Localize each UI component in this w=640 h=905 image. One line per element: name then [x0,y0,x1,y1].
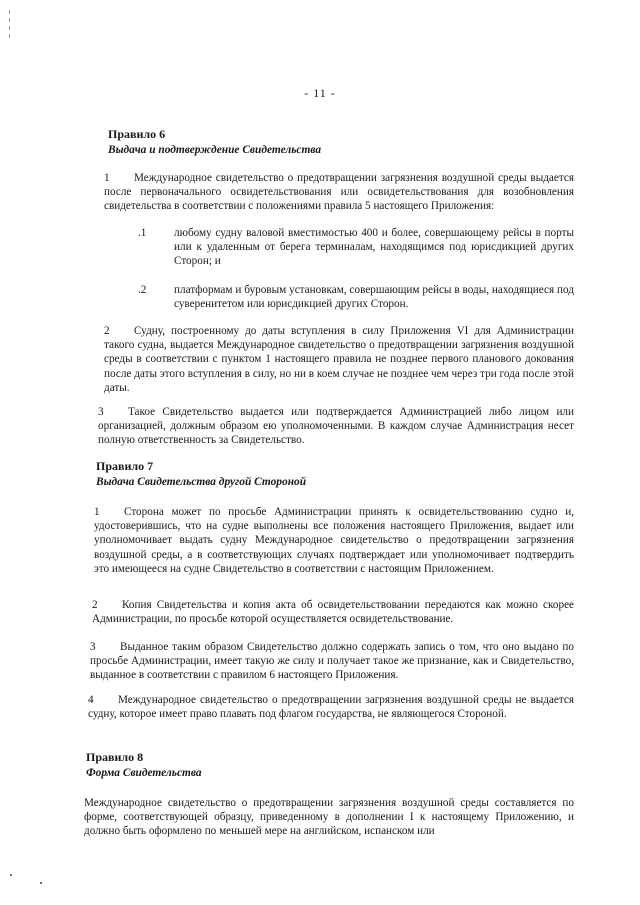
page-number: - 11 - [304,86,336,100]
rule6-subtitle: Выдача и подтверждение Свидетельства [108,144,322,156]
paragraph-text: Международное свидетельство о предотвращении загрязнения воздушной среды составляется по форме, соответствующей образцу, приведенному в дополнении I к настоящему Приложению, и должно быть оформлено по меньшей мере на английском, испанском или [84,797,574,838]
rule7-title: Правило 7 [96,459,154,473]
rule6-item-2 [138,283,574,313]
paragraph-text: Сторона может по просьбе Администрации принять к освидетельствованию судно и, удостоверившись, что на судне выполнены все положения настоящего Приложения, выдает или уполномочивает выдать судну Международное свидетельство о предотвращении загрязнения воздушной среды, а в соответствующих случаях подтверждает или уполномочивает подтвердить это имеющееся на судне Свидетельство в соответствии с настоящим Приложением. [94,506,574,575]
paragraph-text: Судну, построенному до даты вступления в силу Приложения VI для Администрации такого судна, выдается Международное свидетельство о предотвращении загрязнения воздушной среды в соответствии с пунктом 1 настоящего правила не позднее первого планового докования после даты этого вступления в силу, но ни в коем случае не позднее чем через три года после этой даты. [104,325,574,394]
rule7-paragraph-2 [92,598,574,626]
item-text: платформам и буровым установкам, совершающим рейсы в воды, находящиеся под суверенитетом или юрисдикцией других Сторон. [174,284,574,311]
scan-mark [9,18,10,22]
rule7-paragraph-1 [94,505,574,576]
scan-mark [9,10,10,14]
rule8-paragraph-1 [84,796,574,839]
paragraph-number: 3 [98,406,104,418]
rule6-paragraph-3 [98,405,574,448]
rule7-paragraph-3 [90,640,574,683]
item-number: .1 [138,227,147,239]
scan-mark [9,34,10,38]
scan-speck [40,882,42,884]
paragraph-number: 4 [88,694,94,706]
rule7-subtitle: Выдача Свидетельства другой Стороной [96,476,307,488]
paragraph-number: 1 [104,172,110,184]
rule6-paragraph-1 [104,171,574,214]
paragraph-text: Копия Свидетельства и копия акта об освидетельствовании передаются как можно скорее Администрации, по просьбе которой осуществляется освидетельствование. [92,599,574,626]
scan-speck [10,874,12,876]
paragraph-number: 1 [94,506,100,518]
rule8-subtitle: Форма Свидетельства [86,767,202,779]
item-number: .2 [138,284,147,296]
scan-mark [9,26,10,30]
paragraph-number: 2 [104,325,110,337]
paragraph-number: 3 [90,641,96,653]
rule6-title: Правило 6 [108,127,166,141]
paragraph-number: 2 [92,599,98,611]
paragraph-text: Такое Свидетельство выдается или подтверждается Администрацией либо лицом или организацией, должным образом ею уполномоченными. В каждом случае Администрация несет полную ответственность за Свидетельство. [98,406,574,447]
rule6-paragraph-2 [104,324,574,395]
paragraph-text: Международное свидетельство о предотвращении загрязнения воздушной среды выдается после первоначального освидетельствования или освидетельствования для возобновления свидетельства в соответствии с положениями правила 5 настоящего Приложения: [104,172,574,213]
rule8-title: Правило 8 [86,750,144,764]
item-text: любому судну валовой вместимостью 400 и более, совершающему рейсы в порты или к удаленным от берега терминалам, находящимся под юрисдикцией других Сторон; и [174,227,574,268]
paragraph-text: Международное свидетельство о предотвращении загрязнения воздушной среды не выдается судну, которое имеет право плавать под флагом государства, не являющегося Стороной. [88,694,574,721]
paragraph-text: Выданное таким образом Свидетельство должно содержать запись о том, что оно выдано по просьбе Администрации, имеет такую же силу и получает такое же признание, как и Свидетельство, выданное в соответствии с правилом 6 настоящего Приложения. [90,641,574,682]
rule7-paragraph-4 [88,693,574,721]
rule6-item-1 [138,226,574,270]
